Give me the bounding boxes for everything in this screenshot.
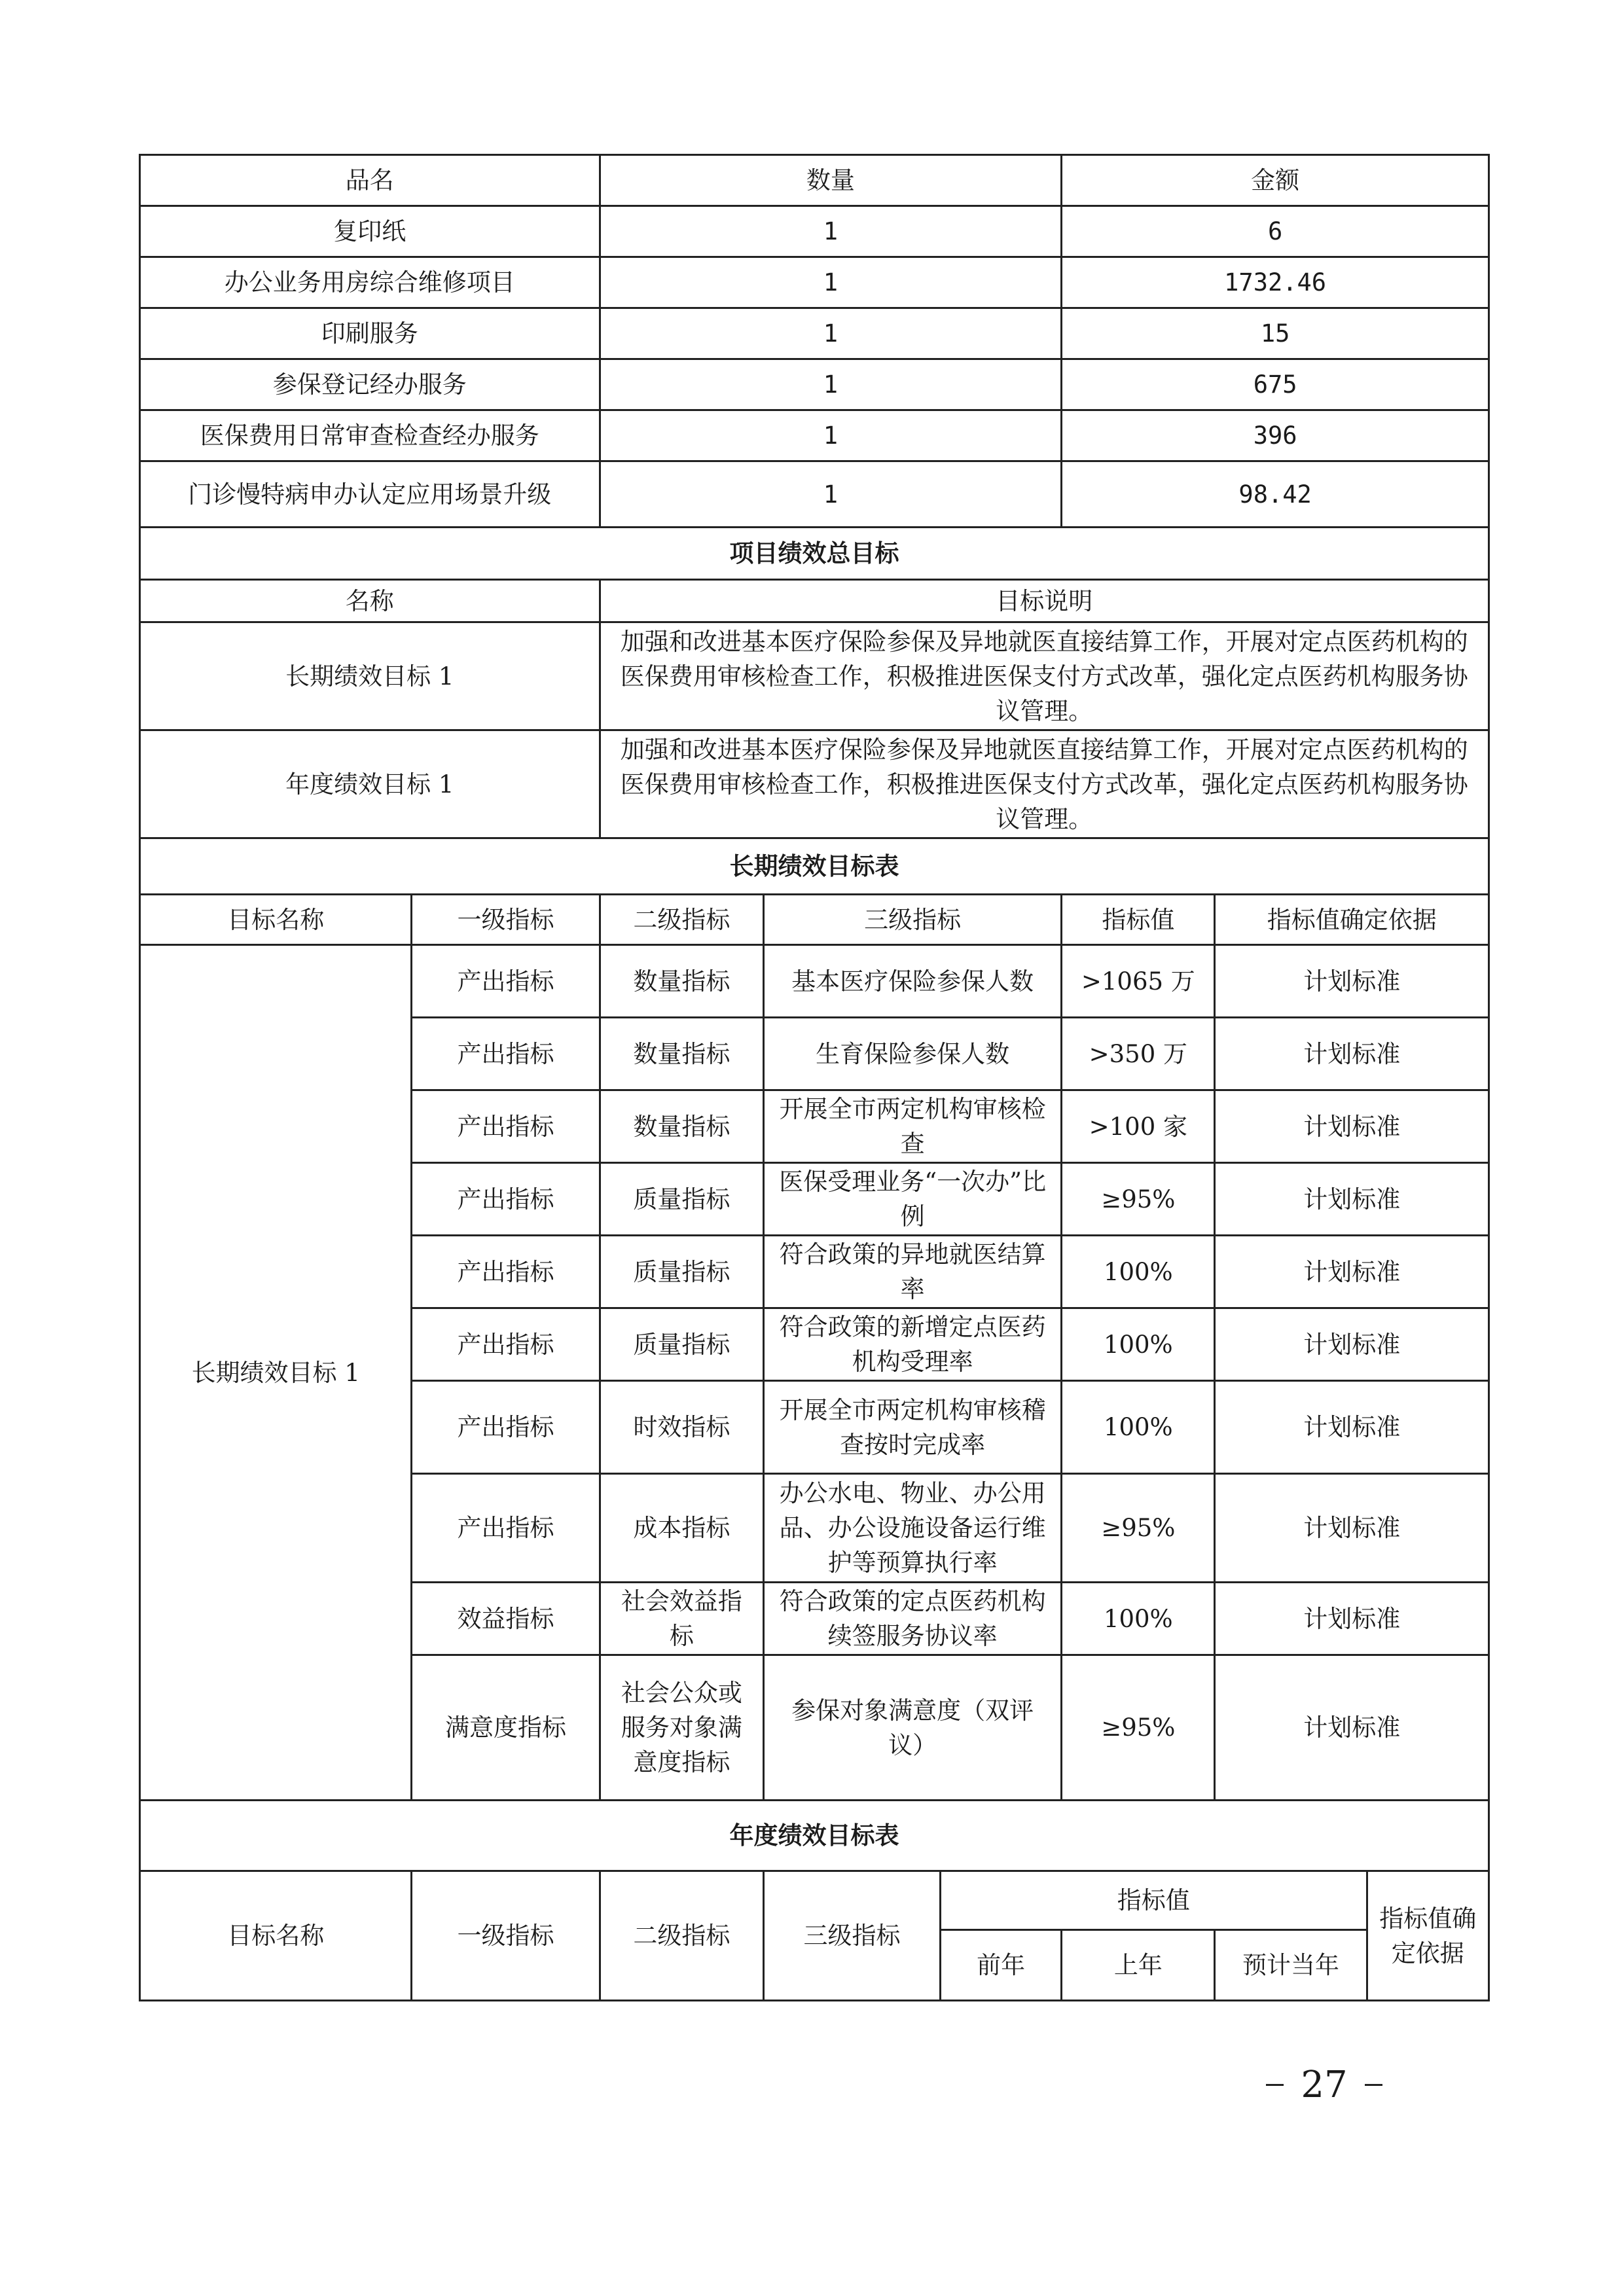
long-term-goal-name: 长期绩效目标 1 <box>140 945 412 1801</box>
header-goal-name: 目标名称 <box>140 1871 412 2001</box>
purchase-row <box>140 461 1489 528</box>
section-title-annual: 年度绩效目标表 <box>140 1801 1489 1871</box>
indicator-value: 100% <box>1062 1583 1215 1655</box>
annual-header-row <box>140 1871 1489 1930</box>
level1: 产出指标 <box>412 1474 600 1583</box>
header-level3: 三级指标 <box>764 895 1062 945</box>
indicator-basis: 计划标准 <box>1215 1474 1489 1583</box>
level2: 社会效益指标 <box>600 1583 763 1655</box>
header-level2: 二级指标 <box>600 895 763 945</box>
item-qty: 1 <box>600 410 1062 461</box>
indicator-basis: 计划标准 <box>1215 1018 1489 1090</box>
level3: 符合政策的定点医药机构续签服务协议率 <box>764 1583 1062 1655</box>
level1: 满意度指标 <box>412 1655 600 1801</box>
header-quantity: 数量 <box>600 155 1062 206</box>
indicator-basis: 计划标准 <box>1215 1163 1489 1236</box>
header-prev1-year: 上年 <box>1062 1930 1215 2001</box>
level2: 质量指标 <box>600 1236 763 1308</box>
purchase-header-row <box>140 155 1489 206</box>
level3: 开展全市两定机构审核稽查按时完成率 <box>764 1381 1062 1474</box>
indicator-value: >100 家 <box>1062 1090 1215 1163</box>
indicator-basis: 计划标准 <box>1215 1583 1489 1655</box>
level1: 产出指标 <box>412 1163 600 1236</box>
item-name: 办公业务用房综合维修项目 <box>140 257 600 308</box>
item-qty: 1 <box>600 359 1062 410</box>
header-level2: 二级指标 <box>600 1871 763 2001</box>
page-number <box>1249 2062 1399 2108</box>
header-amount: 金额 <box>1062 155 1489 206</box>
header-basis: 指标值确定依据 <box>1215 895 1489 945</box>
header-level1: 一级指标 <box>412 895 600 945</box>
item-amount: 98.42 <box>1062 461 1489 528</box>
page-number-text: 27 <box>1301 2063 1348 2106</box>
indicator-row <box>140 945 1489 1018</box>
item-amount: 396 <box>1062 410 1489 461</box>
header-prev2-year: 前年 <box>940 1930 1061 2001</box>
indicator-basis: 计划标准 <box>1215 1090 1489 1163</box>
indicator-value: >350 万 <box>1062 1018 1215 1090</box>
budget-table <box>139 154 1490 2001</box>
level2: 时效指标 <box>600 1381 763 1474</box>
level1: 产出指标 <box>412 1236 600 1308</box>
item-name: 医保费用日常审查检查经办服务 <box>140 410 600 461</box>
level1: 产出指标 <box>412 945 600 1018</box>
header-value: 指标值 <box>1062 895 1215 945</box>
indicator-basis: 计划标准 <box>1215 1236 1489 1308</box>
item-name: 印刷服务 <box>140 308 600 359</box>
level2: 数量指标 <box>600 945 763 1018</box>
indicator-value: 100% <box>1062 1236 1215 1308</box>
overall-header-row <box>140 580 1489 622</box>
item-qty: 1 <box>600 206 1062 257</box>
goal-description: 加强和改进基本医疗保险参保及异地就医直接结算工作，开展对定点医药机构的医保费用审核检查工作，积极推进医保支付方式改革，强化定点医药机构服务协议管理。 <box>600 622 1489 730</box>
level2: 成本指标 <box>600 1474 763 1583</box>
header-level3: 三级指标 <box>764 1871 941 2001</box>
item-qty: 1 <box>600 257 1062 308</box>
indicator-value: ≥95% <box>1062 1163 1215 1236</box>
indicator-basis: 计划标准 <box>1215 945 1489 1018</box>
purchase-row <box>140 410 1489 461</box>
header-goal-description: 目标说明 <box>600 580 1489 622</box>
level3: 参保对象满意度（双评议） <box>764 1655 1062 1801</box>
overall-goal-row <box>140 622 1489 730</box>
purchase-row <box>140 359 1489 410</box>
level1: 效益指标 <box>412 1583 600 1655</box>
section-row <box>140 528 1489 580</box>
level1: 产出指标 <box>412 1090 600 1163</box>
header-current-year: 预计当年 <box>1215 1930 1367 2001</box>
indicator-value: ≥95% <box>1062 1655 1215 1801</box>
level2: 社会公众或服务对象满意度指标 <box>600 1655 763 1801</box>
level2: 数量指标 <box>600 1090 763 1163</box>
header-item-name: 品名 <box>140 155 600 206</box>
level1: 产出指标 <box>412 1308 600 1381</box>
indicator-basis: 计划标准 <box>1215 1655 1489 1801</box>
purchase-row <box>140 257 1489 308</box>
indicator-value: 100% <box>1062 1308 1215 1381</box>
item-amount: 6 <box>1062 206 1489 257</box>
level2: 数量指标 <box>600 1018 763 1090</box>
header-goal-name: 目标名称 <box>140 895 412 945</box>
section-title-long-term: 长期绩效目标表 <box>140 838 1489 895</box>
level3: 开展全市两定机构审核检查 <box>764 1090 1062 1163</box>
item-amount: 15 <box>1062 308 1489 359</box>
purchase-row <box>140 308 1489 359</box>
overall-goal-row <box>140 730 1489 838</box>
level3: 基本医疗保险参保人数 <box>764 945 1062 1018</box>
indicator-value: ≥95% <box>1062 1474 1215 1583</box>
level1: 产出指标 <box>412 1381 600 1474</box>
indicator-basis: 计划标准 <box>1215 1381 1489 1474</box>
item-qty: 1 <box>600 461 1062 528</box>
goal-description: 加强和改进基本医疗保险参保及异地就医直接结算工作，开展对定点医药机构的医保费用审核检查工作，积极推进医保支付方式改革，强化定点医药机构服务协议管理。 <box>600 730 1489 838</box>
item-name: 门诊慢特病申办认定应用场景升级 <box>140 461 600 528</box>
goal-name: 年度绩效目标 1 <box>140 730 600 838</box>
section-row <box>140 1801 1489 1871</box>
level3: 生育保险参保人数 <box>764 1018 1062 1090</box>
item-name: 复印纸 <box>140 206 600 257</box>
level3: 符合政策的异地就医结算率 <box>764 1236 1062 1308</box>
header-goal-name: 名称 <box>140 580 600 622</box>
section-row <box>140 838 1489 895</box>
header-basis: 指标值确定依据 <box>1367 1871 1489 2001</box>
level3: 办公水电、物业、办公用品、办公设施设备运行维护等预算执行率 <box>764 1474 1062 1583</box>
item-qty: 1 <box>600 308 1062 359</box>
dash-right <box>1365 2084 1382 2086</box>
header-level1: 一级指标 <box>412 1871 600 2001</box>
indicator-value: >1065 万 <box>1062 945 1215 1018</box>
goal-name: 长期绩效目标 1 <box>140 622 600 730</box>
level2: 质量指标 <box>600 1308 763 1381</box>
section-title-overall-goals: 项目绩效总目标 <box>140 528 1489 580</box>
item-amount: 1732.46 <box>1062 257 1489 308</box>
indicator-value: 100% <box>1062 1381 1215 1474</box>
item-name: 参保登记经办服务 <box>140 359 600 410</box>
level1: 产出指标 <box>412 1018 600 1090</box>
long-term-header-row <box>140 895 1489 945</box>
level3: 医保受理业务“一次办”比例 <box>764 1163 1062 1236</box>
level2: 质量指标 <box>600 1163 763 1236</box>
level3: 符合政策的新增定点医药机构受理率 <box>764 1308 1062 1381</box>
indicator-basis: 计划标准 <box>1215 1308 1489 1381</box>
purchase-row <box>140 206 1489 257</box>
item-amount: 675 <box>1062 359 1489 410</box>
dash-left <box>1266 2084 1284 2086</box>
header-value: 指标值 <box>940 1871 1367 1930</box>
